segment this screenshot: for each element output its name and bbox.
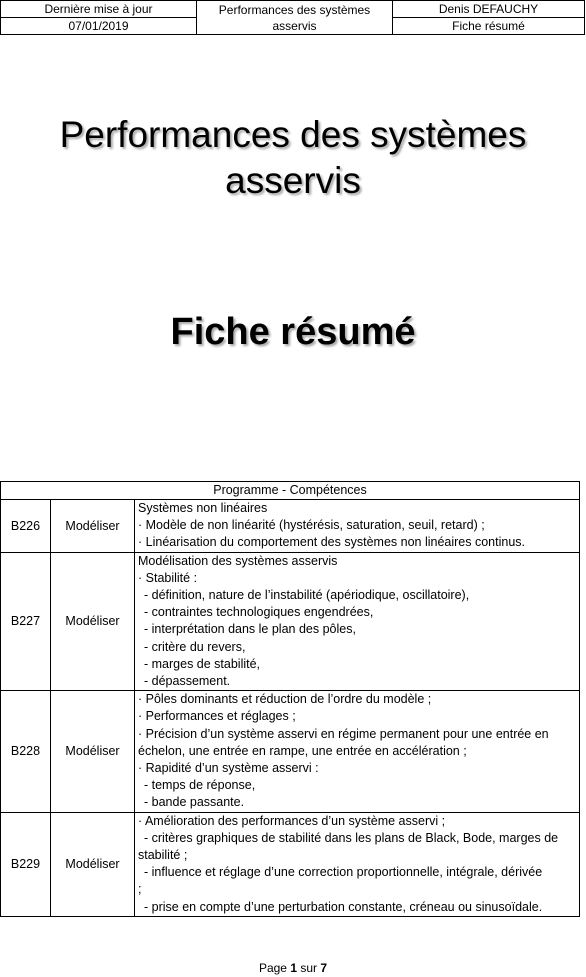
description-line: - définition, nature de l’instabilité (apériodique, oscillatoire), — [144, 588, 470, 603]
description-line: - prise en compte d’une perturbation constante, créneau ou sinusoïdale. — [144, 899, 543, 914]
document-header — [0, 0, 585, 35]
page-subtitle: Fiche résumé — [170, 311, 416, 353]
competence-code: B229 — [1, 812, 51, 916]
competence-description — [135, 812, 580, 916]
page-title-line2: asservis — [225, 160, 361, 201]
page-title — [0, 112, 586, 204]
description-line: - marges de stabilité, — [144, 656, 261, 671]
competence-code: B228 — [1, 691, 51, 812]
doc-type: Fiche résumé — [393, 18, 585, 35]
competence-skill: Modéliser — [51, 552, 135, 691]
page-total: 7 — [320, 961, 328, 975]
description-line: stabilité ; — [138, 848, 188, 863]
table-row — [1, 812, 580, 916]
competence-description — [135, 552, 580, 691]
program-header: Programme - Compétences — [1, 482, 580, 500]
description-line: - bande passante. — [144, 795, 245, 810]
description-line: · Précision d’un système asservi en régime permanent pour une entrée en — [138, 726, 549, 741]
description-line: · Modèle de non linéarité (hystérésis, saturation, seuil, retard) ; — [138, 518, 485, 533]
table-row — [1, 500, 580, 553]
description-line: Systèmes non linéaires — [138, 501, 268, 515]
program-table — [0, 481, 580, 917]
page-separator: sur — [300, 961, 318, 975]
author: Denis DEFAUCHY — [393, 1, 585, 18]
description-line: · Pôles dominants et réduction de l’ordre du modèle ; — [138, 692, 432, 707]
description-line: Modélisation des systèmes asservis — [138, 553, 338, 568]
competence-description — [135, 691, 580, 812]
description-line: · Linéarisation du comportement des systèmes non linéaires continus. — [138, 535, 526, 550]
table-row — [1, 691, 580, 812]
description-line: - influence et réglage d’une correction proportionnelle, intégrale, dérivée — [144, 865, 543, 880]
update-date: 07/01/2019 — [1, 18, 197, 35]
description-line: · Rapidité d’un système asservi : — [138, 761, 319, 776]
header-title-line2: asservis — [272, 18, 317, 33]
description-line: - temps de réponse, — [144, 778, 256, 793]
header-title — [197, 1, 393, 35]
description-line: · Amélioration des performances d’un système asservi ; — [138, 813, 446, 828]
description-line: - dépassement. — [144, 674, 231, 689]
page-current: 1 — [290, 961, 297, 975]
description-line: - critères graphiques de stabilité dans les plans de Black, Bode, marges de — [144, 830, 559, 845]
competence-description — [135, 500, 580, 553]
description-line: - critère du revers, — [144, 639, 246, 654]
competence-code: B226 — [1, 500, 51, 553]
description-line: · Stabilité : — [138, 570, 198, 585]
table-row — [1, 552, 580, 691]
header-title-line1: Performances des systèmes — [218, 2, 371, 17]
page-title-line1: Performances des systèmes — [59, 114, 527, 155]
page-prefix: Page — [258, 961, 287, 975]
description-line: échelon, une entrée en rampe, une entrée en accélération ; — [138, 743, 467, 758]
update-label: Dernière mise à jour — [1, 1, 197, 18]
description-line: ; — [138, 882, 142, 897]
competence-skill: Modéliser — [51, 812, 135, 916]
competence-skill: Modéliser — [51, 691, 135, 812]
competence-skill: Modéliser — [51, 500, 135, 553]
page-footer — [0, 961, 586, 975]
competence-code: B227 — [1, 552, 51, 691]
description-line: · Performances et réglages ; — [138, 709, 296, 724]
description-line: - contraintes technologiques engendrées, — [144, 605, 374, 620]
description-line: - interprétation dans le plan des pôles, — [144, 622, 356, 637]
